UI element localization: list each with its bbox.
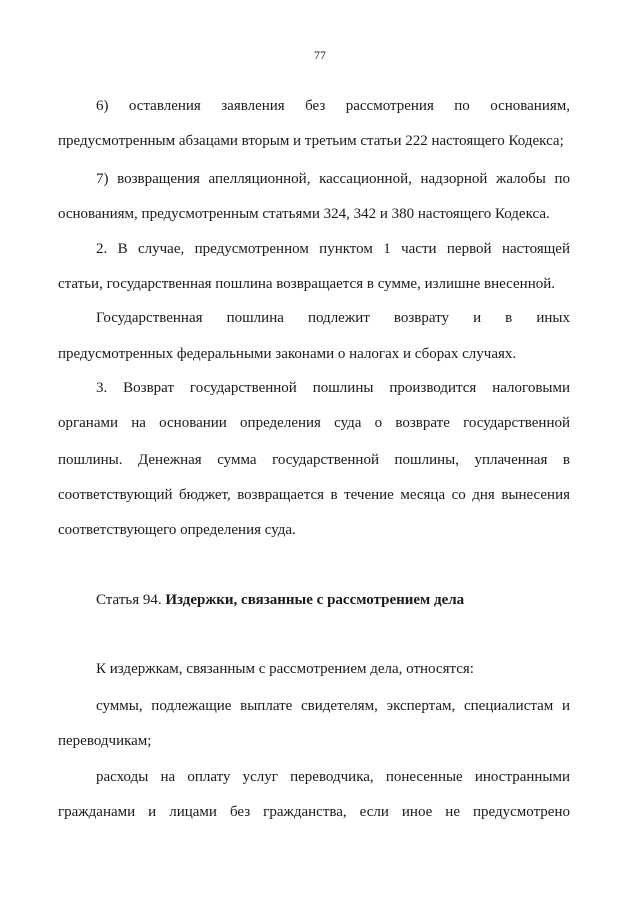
text-line: расходы на оплату услуг переводчика, понесенные иностранными — [96, 769, 570, 785]
text-line: 3. Возврат государственной пошлины производится налоговыми — [96, 380, 570, 396]
article-number: Статья 94. — [96, 592, 166, 608]
text-line: гражданами и лицами без гражданства, если иное не предусмотрено — [58, 804, 570, 820]
text-line: 6) оставления заявления без рассмотрения по основаниям, — [96, 98, 570, 114]
article-heading — [96, 591, 570, 609]
page-number: 77 — [314, 48, 326, 62]
article-title: Издержки, связанные с рассмотрением дела — [165, 592, 465, 608]
text-line: 7) возвращения апелляционной, кассационной, надзорной жалобы по — [96, 171, 570, 187]
text-line: предусмотренных федеральными законами о налогах и сборах случаях. — [58, 346, 517, 362]
text-line: соответствующий бюджет, возвращается в течение месяца со дня вынесения — [58, 487, 570, 503]
text-line: Государственная пошлина подлежит возврату и в иных — [96, 310, 570, 326]
text-line: предусмотренным абзацами вторым и третьим статьи 222 настоящего Кодекса; — [58, 133, 564, 149]
text-line: органами на основании определения суда о возврате государственной — [58, 415, 570, 431]
text-line: пошлины. Денежная сумма государственной пошлины, уплаченная в — [58, 452, 570, 468]
text-line: статьи, государственная пошлина возвращается в сумме, излишне внесенной. — [58, 276, 556, 292]
text-line: суммы, подлежащие выплате свидетелям, экспертам, специалистам и — [96, 698, 570, 714]
text-line: переводчикам; — [58, 733, 152, 749]
text-line: 2. В случае, предусмотренном пунктом 1 части первой настоящей — [96, 241, 570, 257]
text-line: основаниям, предусмотренным статьями 324, 342 и 380 настоящего Кодекса. — [58, 206, 550, 222]
text-line: соответствующего определения суда. — [58, 522, 296, 538]
text-line: К издержкам, связанным с рассмотрением дела, относятся: — [96, 661, 474, 677]
